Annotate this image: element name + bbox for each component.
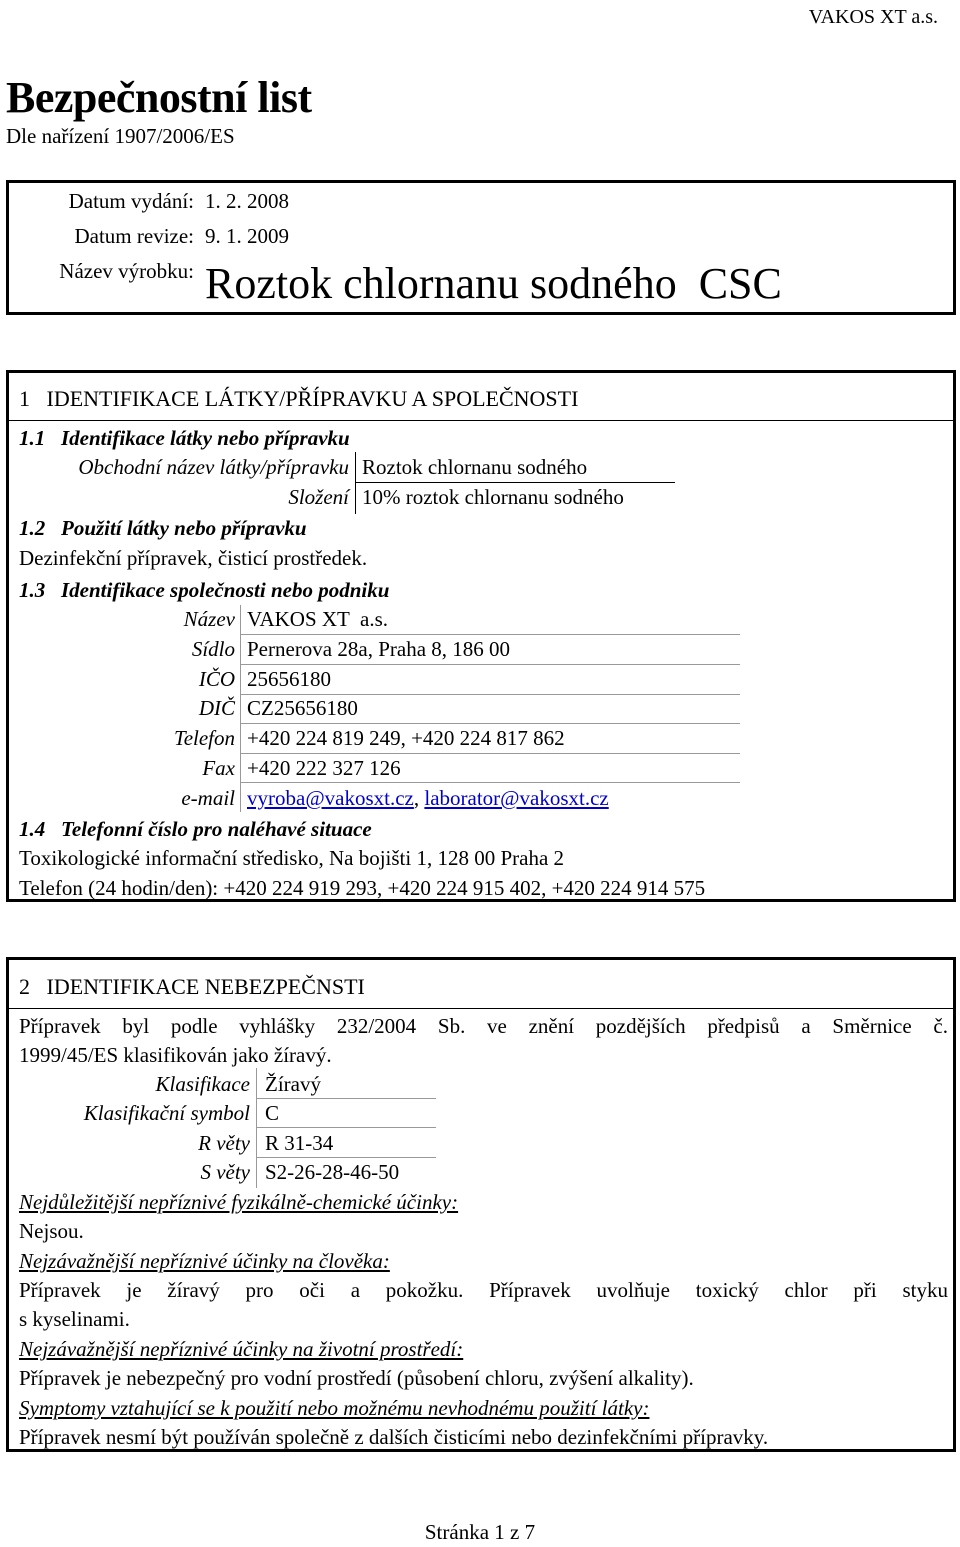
company-row-rule-1 <box>240 634 740 635</box>
header-company: VAKOS XT a.s. <box>808 6 938 28</box>
classification-value: Žíravý <box>265 1072 321 1096</box>
document-subtitle: Dle nařízení 1907/2006/ES <box>6 124 235 148</box>
classification-symbol-label: Klasifikační symbol <box>83 1101 250 1125</box>
company-fax-label: Fax <box>202 756 235 780</box>
section-2-heading: 2 IDENTIFIKACE NEBEZPEČNSTI <box>19 974 365 999</box>
symptoms-label: Symptomy vztahující se k použití nebo možnému nevhodnému použití látky: <box>19 1396 650 1420</box>
section-1-1-heading: 1.1 Identifikace látky nebo přípravku <box>19 426 350 450</box>
company-address-label: Sídlo <box>191 637 235 661</box>
company-email-values <box>247 786 609 811</box>
phys-chem-value: Nejsou. <box>19 1219 84 1243</box>
intro-line-2: 1999/45/ES klasifikován jako žíravý. <box>19 1043 332 1067</box>
company-email-label: e-mail <box>181 786 235 810</box>
revision-date-label: Datum revize: <box>74 224 194 248</box>
company-ico-label: IČO <box>198 667 235 691</box>
use-text: Dezinfekční přípravek, čisticí prostředek. <box>19 546 368 570</box>
composition-value: 10% roztok chlornanu sodného <box>362 485 624 509</box>
company-row-rule-6 <box>240 782 740 783</box>
company-ico-value: 25656180 <box>247 667 331 691</box>
symptoms-value: Přípravek nesmí být používán společně z dalších čisticími nebo dezinfekčními přípravky. <box>19 1425 769 1449</box>
environment-effects-value: Přípravek je nebezpečný pro vodní prostředí (působení chloru, zvýšení alkality). <box>19 1366 694 1390</box>
email-link-laboratory[interactable]: laborator@vakosxt.cz <box>424 786 609 810</box>
phys-chem-label: Nejdůležitější nepříznivé fyzikálně-chemické účinky: <box>19 1190 459 1214</box>
r-phrases-value: R 31-34 <box>265 1131 334 1155</box>
issue-date-label: Datum vydání: <box>68 189 194 213</box>
trade-name-value: Roztok chlornanu sodného <box>362 455 588 479</box>
trade-name-label: Obchodní název látky/přípravku <box>78 455 349 479</box>
class-row-rule-2 <box>256 1127 436 1128</box>
product-name-value: Roztok chlornanu sodného CSC <box>205 259 782 308</box>
company-address-value: Pernerova 28a, Praha 8, 186 00 <box>247 637 511 661</box>
trade-table-divider <box>355 452 356 514</box>
class-row-rule-1 <box>256 1098 436 1099</box>
company-name-label: Název <box>183 607 235 631</box>
human-effects-line-2: s kyselinami. <box>19 1307 130 1331</box>
section-1-heading-rule <box>9 420 953 421</box>
product-name-label: Název výrobku: <box>59 259 194 283</box>
revision-date-value: 9. 1. 2009 <box>205 224 289 248</box>
page-number: Stránka 1 z 7 <box>424 1520 536 1544</box>
company-name-value: VAKOS XT a.s. <box>247 607 388 631</box>
company-row-rule-2 <box>240 664 740 665</box>
composition-label: Složení <box>288 485 349 509</box>
company-row-rule-3 <box>240 694 740 695</box>
s-phrases-value: S2-26-28-46-50 <box>265 1160 400 1184</box>
trade-table-row-rule <box>355 482 675 483</box>
section-1-4-heading: 1.4 Telefonní číslo pro naléhavé situace <box>19 817 372 841</box>
company-dic-value: CZ25656180 <box>247 696 358 720</box>
email-link-production[interactable]: vyroba@vakosxt.cz <box>247 786 414 810</box>
company-dic-label: DIČ <box>198 696 235 720</box>
s-phrases-label: S věty <box>200 1160 250 1184</box>
intro-line-1: Přípravek byl podle vyhlášky 232/2004 Sb. ve znění pozdějších předpisů a Směrnice č. <box>19 1014 948 1038</box>
section-1-2-heading: 1.2 Použití látky nebo přípravku <box>19 516 307 540</box>
company-fax-value: +420 222 327 126 <box>247 756 401 780</box>
section-1-heading: 1 IDENTIFIKACE LÁTKY/PŘÍPRAVKU A SPOLEČNOSTI <box>19 386 579 411</box>
company-row-rule-4 <box>240 723 740 724</box>
issue-date-value: 1. 2. 2008 <box>205 189 289 213</box>
human-effects-line-1: Přípravek je žíravý pro oči a pokožku. Přípravek uvolňuje toxický chlor při styku <box>19 1278 948 1302</box>
r-phrases-label: R věty <box>198 1131 250 1155</box>
emergency-line-1: Toxikologické informační středisko, Na bojišti 1, 128 00 Praha 2 <box>19 846 565 870</box>
human-effects-label: Nejzávažnější nepříznivé účinky na člověka: <box>19 1249 390 1273</box>
classification-symbol-value: C <box>265 1101 280 1125</box>
company-phone-label: Telefon <box>173 726 235 750</box>
section-1-3-heading: 1.3 Identifikace společnosti nebo podniku <box>19 578 390 602</box>
document-title: Bezpečnostní list <box>6 73 312 122</box>
company-row-rule-5 <box>240 753 740 754</box>
email-separator: , <box>413 786 420 810</box>
company-phone-value: +420 224 819 249, +420 224 817 862 <box>247 726 565 750</box>
class-row-rule-3 <box>256 1157 436 1158</box>
emergency-line-2: Telefon (24 hodin/den): +420 224 919 293, +420 224 915 402, +420 224 914 575 <box>19 876 706 900</box>
class-table-divider <box>256 1068 257 1188</box>
classification-label: Klasifikace <box>155 1072 250 1096</box>
company-table-divider <box>240 605 241 812</box>
environment-effects-label: Nejzávažnější nepříznivé účinky na životní prostředí: <box>19 1337 464 1361</box>
section-2-heading-rule <box>9 1008 953 1009</box>
